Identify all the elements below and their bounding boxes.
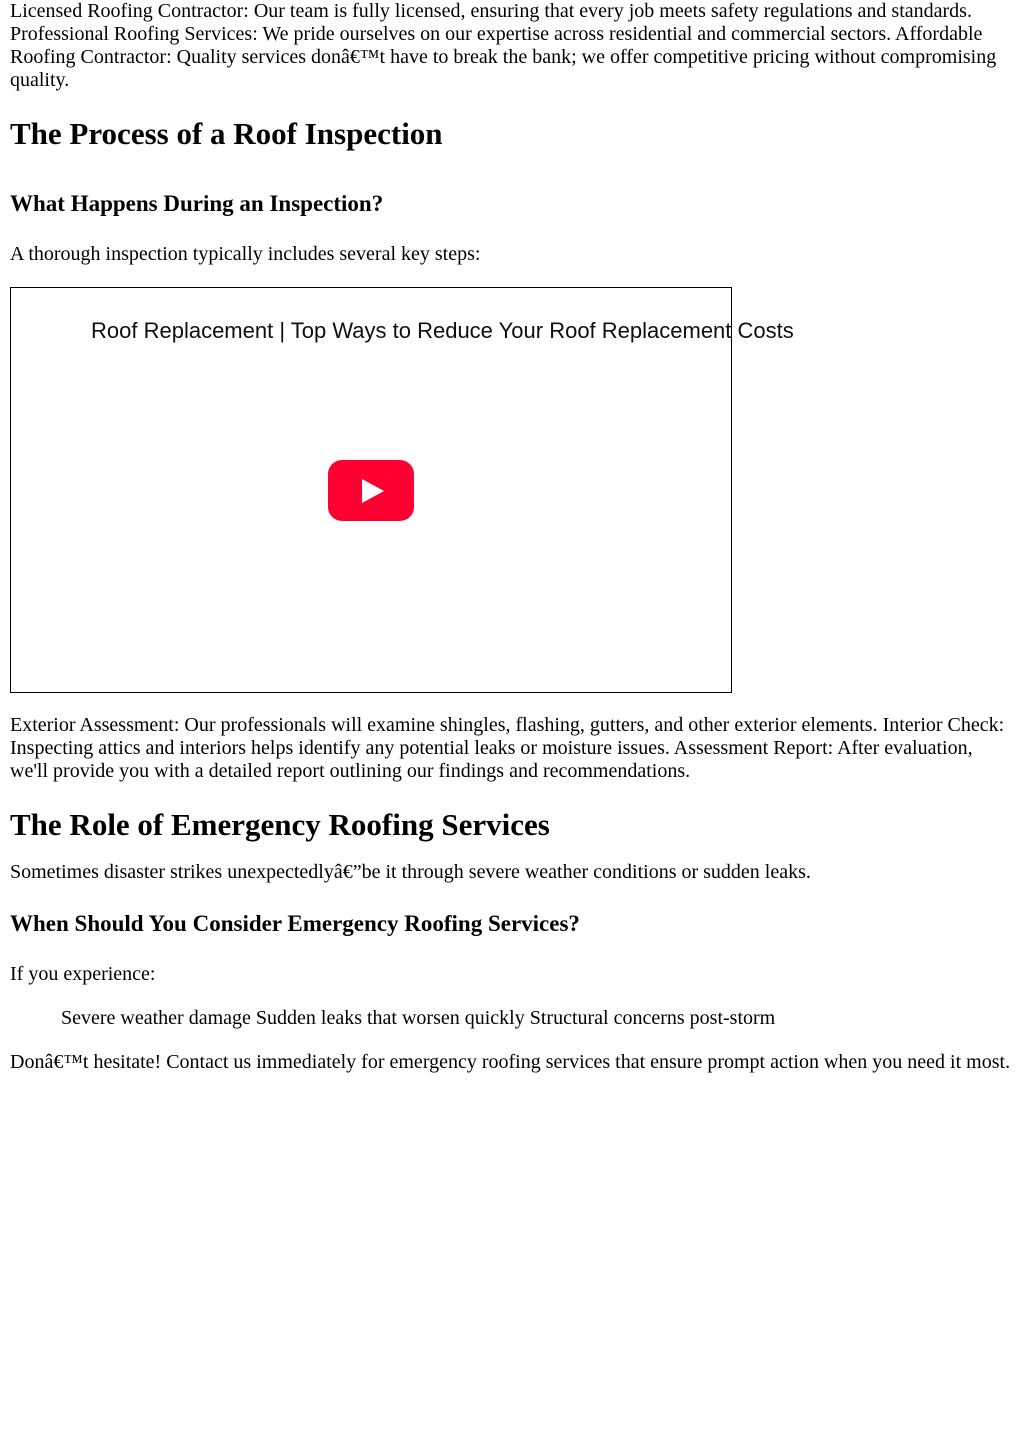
video-embed[interactable] bbox=[10, 287, 794, 693]
video-title[interactable]: Roof Replacement | Top Ways to Reduce Your Roof Replacement Costs bbox=[91, 318, 794, 343]
emergency-list: Severe weather damage Sudden leaks that worsen quickly Structural concerns post-storm bbox=[61, 1007, 776, 1029]
emergency-subheading: When Should You Consider Emergency Roofing Services? bbox=[10, 911, 580, 936]
emergency-heading: The Role of Emergency Roofing Services bbox=[10, 807, 550, 842]
inspection-subheading: What Happens During an Inspection? bbox=[10, 191, 384, 216]
inspection-heading: The Process of a Roof Inspection bbox=[10, 116, 443, 151]
emergency-intro: Sometimes disaster strikes unexpectedlyâ€”be it through severe weather conditions or sudden leaks. bbox=[10, 861, 811, 883]
play-button[interactable] bbox=[328, 460, 414, 521]
inspection-details: Exterior Assessment: Our professionals will examine shingles, flashing, gutters, and other exterior elements. Interior Check: Inspecting attics and interiors helps identify any potential leaks or moisture issues. Assessment Report: After evaluation, we'll provide you with a detailed report outlining our findings and recommendations. bbox=[10, 714, 1005, 782]
contact-paragraph: Donâ€™t hesitate! Contact us immediately for emergency roofing services that ensure prompt action when you need it most. bbox=[10, 1051, 1011, 1073]
intro-paragraph: Licensed Roofing Contractor: Our team is fully licensed, ensuring that every job meets safety regulations and standards. Professional Roofing Services: We pride ourselves on our expertise across residential and commercial sectors. Affordable Roofing Contractor: Quality services donâ€™t have to break the bank; we offer competitive pricing without compromising quality. bbox=[10, 0, 997, 91]
play-icon bbox=[362, 479, 384, 503]
inspection-intro: A thorough inspection typically includes several key steps: bbox=[10, 243, 481, 265]
emergency-list-intro: If you experience: bbox=[10, 963, 156, 985]
